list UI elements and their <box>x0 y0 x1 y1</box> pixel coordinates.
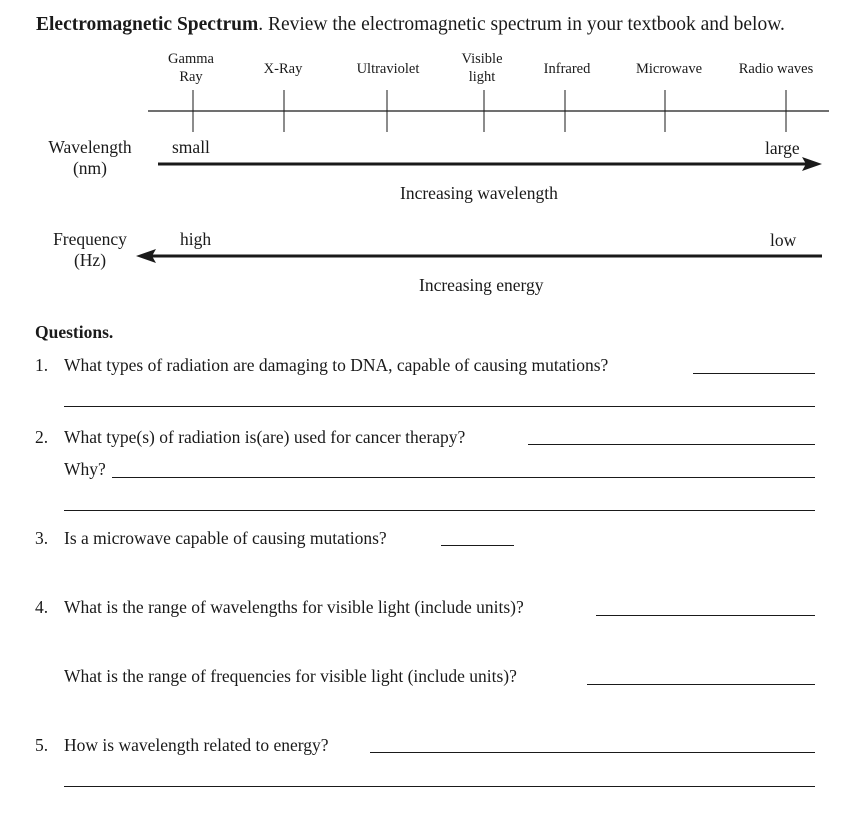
question-4-followup: What is the range of frequencies for visible light (include units)? <box>64 666 517 686</box>
question-2-why-line[interactable] <box>112 477 815 478</box>
wavelength-large: large <box>765 138 800 158</box>
question-3-answer-line[interactable] <box>441 545 514 546</box>
frequency-label: Frequency (Hz) <box>53 229 127 270</box>
frequency-low: low <box>770 230 797 250</box>
question-4-number: 4. <box>35 597 49 617</box>
question-3-number: 3. <box>35 528 49 548</box>
question-5-text: How is wavelength related to energy? <box>64 735 329 755</box>
wavelength-caption: Increasing wavelength <box>400 183 558 203</box>
wavelength-label: Wavelength (nm) <box>48 137 132 178</box>
band-label-x-ray: X-Ray <box>263 61 303 77</box>
band-label-visible-light: Visible light <box>461 51 503 85</box>
band-label-radio-waves: Radio waves <box>738 61 814 77</box>
page-title: Electromagnetic Spectrum. Review the electromagnetic spectrum in your textbook and below. <box>36 14 785 35</box>
question-5-number: 5. <box>35 735 49 755</box>
question-3-text: Is a microwave capable of causing mutations? <box>64 528 387 548</box>
question-2-number: 2. <box>35 427 49 447</box>
band-label-infrared: Infrared <box>543 61 591 77</box>
question-1-text: What types of radiation are damaging to DNA, capable of causing mutations? <box>64 355 609 375</box>
question-2-followup: Why? <box>64 459 106 479</box>
question-1-answer-line[interactable] <box>693 373 815 374</box>
question-2-answer-line[interactable] <box>528 444 815 445</box>
question-5-answer-line[interactable] <box>370 752 815 753</box>
question-4-followup-line[interactable] <box>587 684 815 685</box>
energy-caption: Increasing energy <box>419 275 544 295</box>
question-2-why-line-2[interactable] <box>64 510 815 511</box>
question-1-answer-line-2[interactable] <box>64 406 815 407</box>
frequency-high: high <box>180 229 212 249</box>
question-4-text: What is the range of wavelengths for visible light (include units)? <box>64 597 524 617</box>
questions-heading: Questions. <box>35 322 114 342</box>
band-label-gamma-ray: Gamma Ray <box>168 51 214 85</box>
wavelength-small: small <box>172 137 210 157</box>
question-4-answer-line[interactable] <box>596 615 815 616</box>
band-label-ultraviolet: Ultraviolet <box>356 61 420 77</box>
question-1-number: 1. <box>35 355 49 375</box>
question-5-answer-line-2[interactable] <box>64 786 815 787</box>
question-2-text: What type(s) of radiation is(are) used for cancer therapy? <box>64 427 466 447</box>
band-label-microwave: Microwave <box>635 61 703 77</box>
